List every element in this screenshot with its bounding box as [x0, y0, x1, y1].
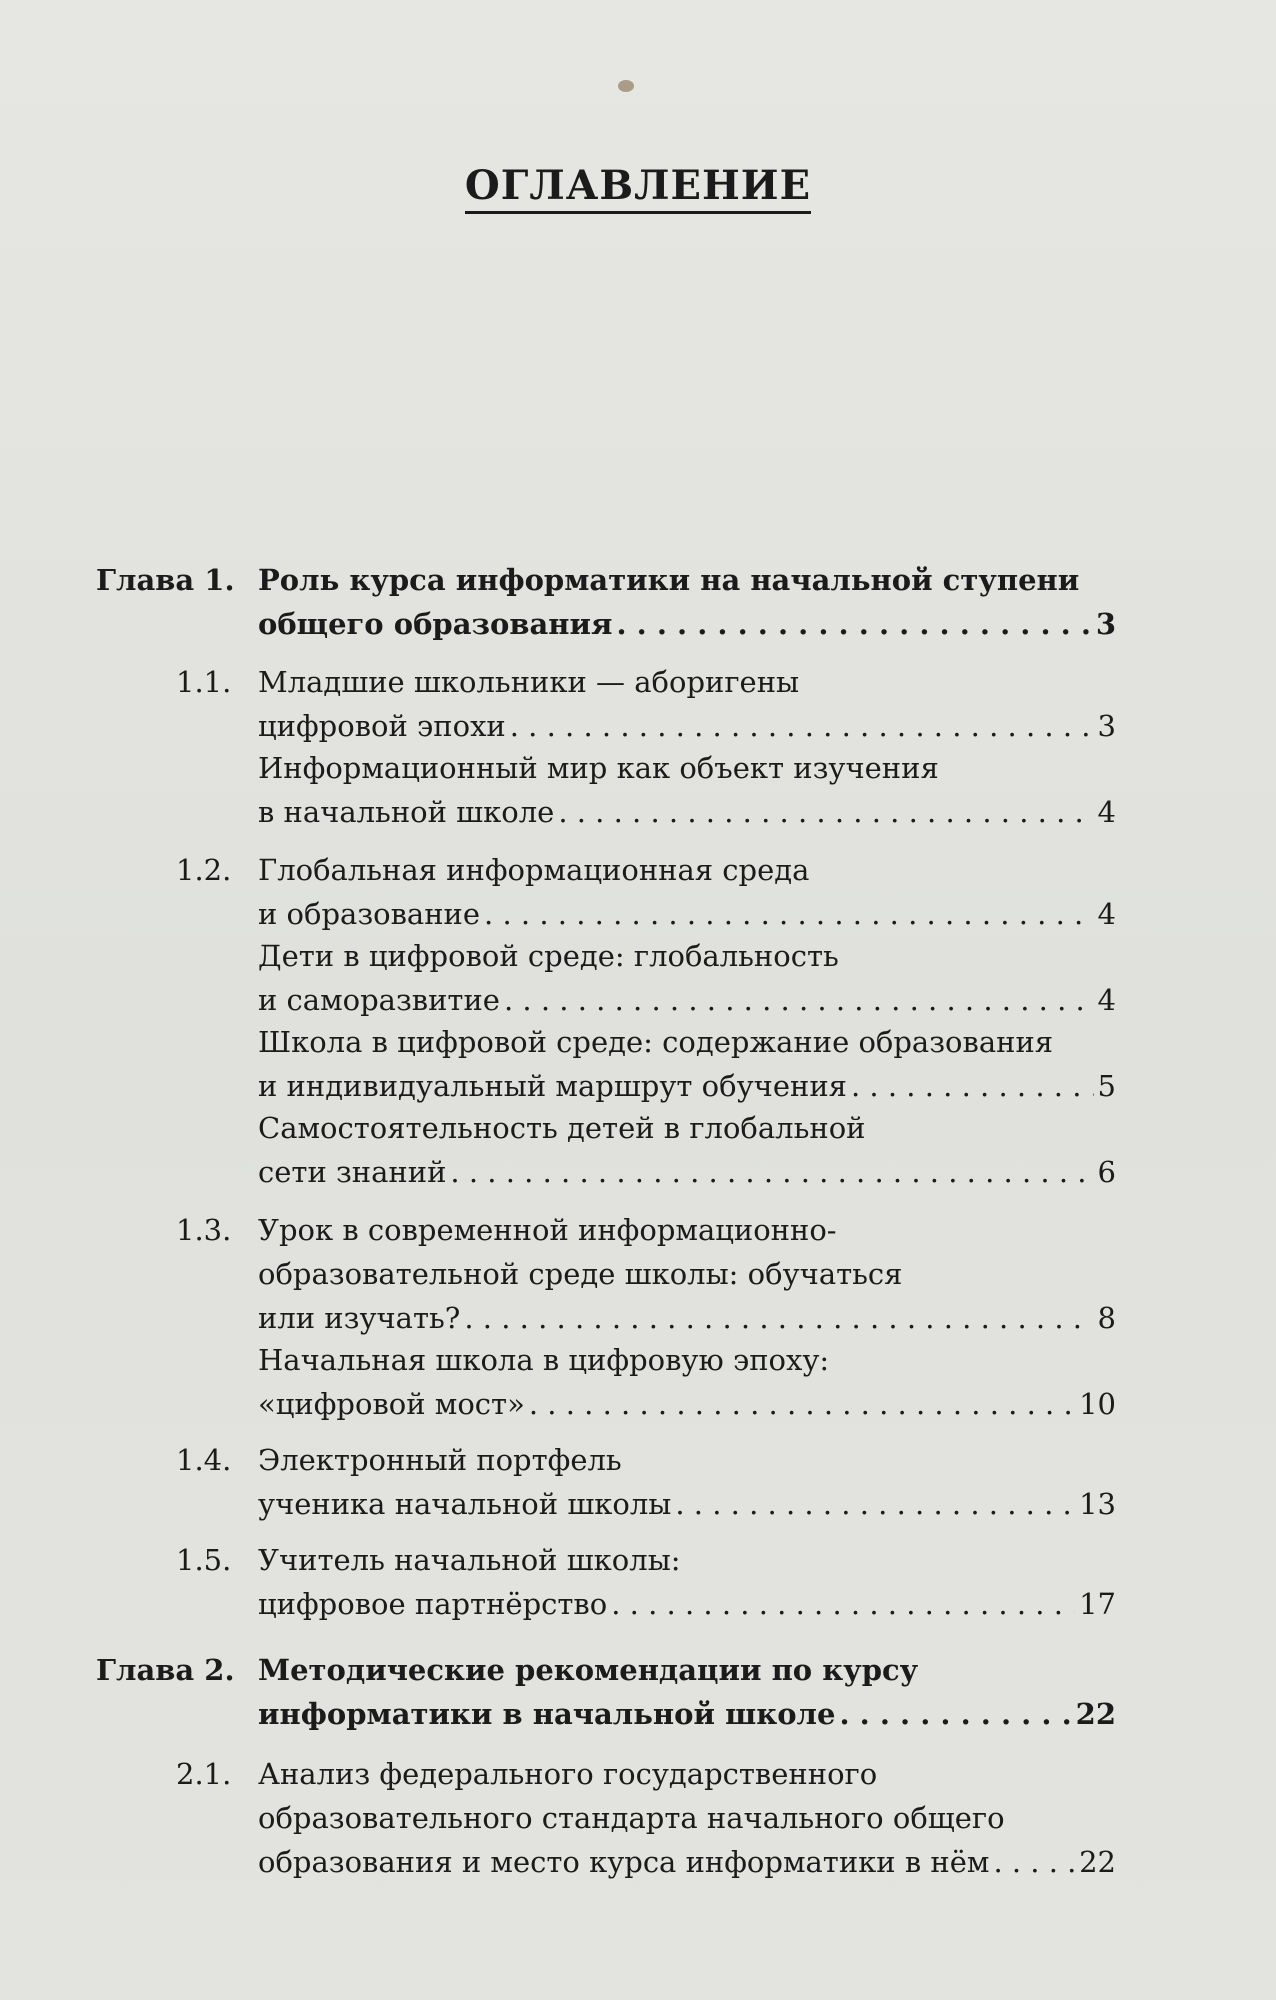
entry-title-line: Урок в современной информационно-: [258, 1213, 837, 1247]
page-number: 3: [1097, 709, 1116, 743]
leader-dots: [851, 1064, 1094, 1108]
entry-number: 1.5.: [176, 1543, 232, 1577]
page-number: 3: [1095, 607, 1116, 641]
page-number: 22: [1079, 1845, 1116, 1879]
page-number: 8: [1097, 1301, 1116, 1335]
entry-title-line: Младшие школьники — аборигены: [258, 665, 800, 699]
page-number: 10: [1079, 1387, 1116, 1421]
page-number: 4: [1097, 897, 1116, 931]
leader-dots: [558, 790, 1093, 834]
toc-entry-2-1[interactable]: [176, 1752, 1116, 1884]
entry-title-line: Роль курса информатики на начальной ступени: [258, 563, 1080, 597]
toc-entry-1-4[interactable]: [176, 1438, 1116, 1526]
entry-number: 1.2.: [176, 853, 232, 887]
entry-number: 2.1.: [176, 1757, 232, 1791]
entry-number: Глава 1.: [96, 563, 235, 597]
leader-dots: [675, 1482, 1075, 1526]
page-number: 22: [1075, 1697, 1116, 1731]
leader-dots: [510, 704, 1094, 748]
entry-title-line: информатики в начальной школе: [258, 1697, 836, 1731]
entry-title-line: Электронный портфель: [258, 1443, 622, 1477]
page-number: 4: [1097, 983, 1116, 1017]
toc-entry-independence[interactable]: [258, 1106, 1116, 1194]
entry-title-line: цифровой эпохи: [258, 709, 506, 743]
entry-title-line: Методические рекомендации по курсу: [258, 1653, 919, 1687]
page-number: 5: [1097, 1069, 1116, 1103]
toc-entry-1-3[interactable]: [176, 1208, 1116, 1340]
page-number: 6: [1097, 1155, 1116, 1189]
entry-title-line: общего образования: [258, 607, 613, 641]
entry-number: 1.1.: [176, 665, 232, 699]
page-number: 13: [1079, 1487, 1116, 1521]
entry-title-line: цифровое партнёрство: [258, 1587, 608, 1621]
entry-title-line: Дети в цифровой среде: глобальность: [258, 939, 839, 973]
toc-entry-1-1[interactable]: [176, 660, 1116, 748]
leader-dots: [616, 602, 1091, 646]
page-number: 17: [1079, 1587, 1116, 1621]
leader-dots: [464, 1296, 1093, 1340]
entry-title-line: и образование: [258, 897, 481, 931]
entry-title-line: ученика начальной школы: [258, 1487, 672, 1521]
entry-title-line: Школа в цифровой среде: содержание образования: [258, 1025, 1054, 1059]
entry-title-line: Учитель начальной школы:: [258, 1543, 681, 1577]
leader-dots: [504, 978, 1094, 1022]
entry-number: 1.4.: [176, 1443, 232, 1477]
toc-entry-digital-bridge[interactable]: [258, 1338, 1116, 1426]
page-number: 4: [1097, 795, 1116, 829]
toc-entry-1-5[interactable]: [176, 1538, 1116, 1626]
leader-dots: [993, 1840, 1075, 1884]
toc-entry-chapter-1[interactable]: [96, 558, 1116, 646]
leader-dots: [839, 1692, 1071, 1736]
entry-title-line: сети знаний: [258, 1155, 447, 1189]
entry-title-line: образовательной среде школы: обучаться: [258, 1257, 903, 1291]
toc-entry-chapter-2[interactable]: [96, 1648, 1116, 1736]
toc-entry-info-world[interactable]: [258, 746, 1116, 834]
entry-title-line: или изучать?: [258, 1301, 461, 1335]
entry-number: Глава 2.: [96, 1653, 235, 1687]
toc-entry-1-2[interactable]: [176, 848, 1116, 936]
entry-title-line: и индивидуальный маршрут обучения: [258, 1069, 847, 1103]
leader-dots: [529, 1382, 1075, 1426]
entry-title-line: Самостоятельность детей в глобальной: [258, 1111, 866, 1145]
entry-title-line: Информационный мир как объект изучения: [258, 751, 939, 785]
entry-title-line: «цифровой мост»: [258, 1387, 525, 1421]
leader-dots: [484, 892, 1094, 936]
leader-dots: [611, 1582, 1075, 1626]
entry-title-line: в начальной школе: [258, 795, 555, 829]
entry-title-line: образовательного стандарта начального общего: [258, 1801, 1005, 1835]
toc-heading: ОГЛАВЛЕНИЕ: [0, 162, 1276, 209]
entry-title-line: Глобальная информационная среда: [258, 853, 810, 887]
entry-title-line: образования и место курса информатики в нём: [258, 1845, 990, 1879]
leader-dots: [450, 1150, 1093, 1194]
toc-entry-children-digital[interactable]: [258, 934, 1116, 1022]
toc-entry-school-digital[interactable]: [258, 1020, 1116, 1108]
entry-title-line: и саморазвитие: [258, 983, 500, 1017]
entry-title-line: Анализ федерального государственного: [258, 1757, 878, 1791]
entry-title-line: Начальная школа в цифровую эпоху:: [258, 1343, 830, 1377]
entry-number: 1.3.: [176, 1213, 232, 1247]
